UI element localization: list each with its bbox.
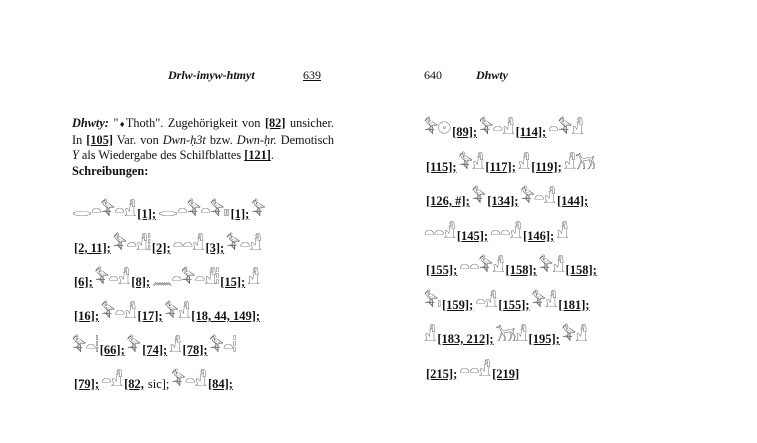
- running-title: Drlw-imyw-htmyt: [168, 68, 255, 82]
- citation: [181];: [558, 297, 590, 312]
- citation: [183, 212];: [437, 332, 494, 346]
- dictionary-entry: [72, 116, 334, 179]
- diamond-icon: ♦: [118, 119, 126, 129]
- entry-text-part: Demotisch: [280, 132, 334, 147]
- writing-line: [72, 302, 262, 332]
- citation: [6];: [74, 275, 93, 289]
- hieroglyph-group: 𓀭𓃡: [563, 153, 595, 174]
- writing-line: [424, 291, 592, 321]
- citation: [155];: [426, 263, 458, 277]
- variant: Dwn-ḥr.: [236, 132, 277, 147]
- hieroglyph-group: 𓅝: [471, 188, 486, 208]
- hieroglyph-group: 𓅝𓏏𓀭𓏪: [112, 235, 150, 255]
- writing-line: [424, 360, 521, 390]
- hieroglyph-group: 𓏏𓀭: [475, 291, 497, 312]
- writing-line: [72, 268, 259, 298]
- hieroglyph-group: 𓀭: [247, 269, 259, 289]
- right-page: [378, 0, 757, 443]
- variant: Dwn-ḥ3t: [162, 132, 206, 147]
- citation: [79];: [74, 377, 99, 391]
- hieroglyph-group: 𓀭: [517, 153, 530, 174]
- citation: [219]: [492, 366, 520, 381]
- hieroglyph-group: 𓏏𓏏𓀭: [490, 222, 521, 243]
- hieroglyph-group: 𓅝𓀭: [531, 291, 557, 312]
- gloss-open: ": [113, 116, 119, 130]
- entry-text-part: .: [270, 148, 274, 163]
- citation: [158];: [505, 263, 537, 277]
- hieroglyph-group: 𓅝𓇳: [424, 119, 451, 139]
- citation: [89];: [452, 125, 478, 139]
- citation: [1];: [230, 207, 250, 221]
- citation-note: sic];: [147, 377, 170, 391]
- hieroglyph-group: 𓅝𓏏𓀭: [479, 119, 514, 139]
- hieroglyph-group: 𓏏𓏏𓀭: [424, 222, 455, 243]
- hieroglyph-group: 𓅝𓏏𓏪: [209, 337, 236, 357]
- hieroglyph-group: 𓏏𓅝𓀭: [548, 119, 583, 139]
- citation: [144];: [556, 194, 589, 208]
- citation: [114];: [515, 125, 547, 139]
- hieroglyph-group: 𓅝𓏏𓀭: [226, 235, 261, 255]
- citation: [134];: [487, 194, 519, 208]
- hieroglyph-group: 𓅝: [251, 201, 265, 221]
- citation: [66];: [99, 343, 125, 357]
- hieroglyph-group: 𓀭: [169, 337, 181, 357]
- hieroglyph-group: 𓅝𓏏𓀭: [520, 188, 555, 208]
- citation: [78];: [182, 343, 208, 357]
- hieroglyph-group: 𓅝𓀭: [561, 326, 587, 346]
- hieroglyph-group: 𓂋𓏏𓅝𓏏𓅝𓏤𓏤: [158, 201, 229, 221]
- citation: [1];: [137, 207, 157, 221]
- page-number: 639: [303, 68, 321, 82]
- citation: [115];: [426, 159, 457, 174]
- writing-line: [424, 325, 587, 355]
- hieroglyph-group: 𓀭: [556, 222, 568, 243]
- demotic-letter: Y: [72, 148, 79, 163]
- writing-line: [72, 336, 235, 366]
- writing-line: [424, 153, 595, 183]
- citation: [215];: [426, 366, 458, 381]
- citation: [82,: [124, 377, 144, 391]
- writing-line: [72, 200, 265, 230]
- hieroglyph-group: 𓅝𓏏𓀭: [94, 269, 130, 289]
- running-title: Dhwty: [476, 68, 509, 82]
- hieroglyph-group: 𓅝𓀭: [458, 153, 484, 174]
- hieroglyph-group: 𓅝: [126, 337, 141, 357]
- hieroglyph-group: 𓅝𓀭: [164, 303, 190, 323]
- citation: [84];: [207, 377, 233, 391]
- citation: [155];: [498, 297, 530, 312]
- hieroglyph-group: 𓅝𓏏𓏪: [72, 337, 98, 357]
- left-page: [0, 0, 378, 443]
- reference: [82]: [264, 116, 286, 130]
- gloss: Thoth". Zugehörigkeit von: [125, 116, 261, 130]
- hieroglyph-group: 𓏏𓏏𓀭: [459, 360, 491, 381]
- citation: [158];: [565, 263, 597, 277]
- citation: [126, #];: [426, 194, 470, 208]
- hieroglyph-group: 𓏏𓏏𓀭: [172, 235, 204, 255]
- writing-line: [424, 256, 599, 286]
- citation: [159];: [442, 297, 474, 312]
- entry-text-part: unsicher. In: [72, 116, 334, 147]
- reference: [121]: [244, 148, 271, 163]
- citation: [195];: [528, 332, 560, 346]
- writing-line: [424, 118, 583, 148]
- citation: [18, 44, 149];: [191, 309, 261, 323]
- citation: [15];: [220, 275, 246, 289]
- citation: [74];: [142, 343, 168, 357]
- citation: [8];: [131, 275, 151, 289]
- entry-text-part: bzw.: [209, 132, 233, 147]
- hieroglyph-group: 𓏏𓏏𓅝𓀭: [459, 257, 504, 277]
- citation: [2, 11];: [74, 241, 111, 255]
- citation: [145];: [456, 228, 489, 243]
- hieroglyph-group: 𓅝𓏏𓀭: [171, 371, 206, 391]
- reference: [105]: [86, 132, 113, 147]
- hieroglyph-group: 𓅝𓀭: [538, 257, 564, 277]
- hieroglyph-group: 𓅝𓏏𓀭: [101, 303, 136, 323]
- citation: [16];: [74, 309, 99, 323]
- hieroglyph-group: 𓀭: [424, 326, 436, 346]
- writing-line: [424, 187, 590, 217]
- citation: [119];: [531, 159, 562, 174]
- hieroglyph-group: 𓂋𓏏𓅝𓏏𓀭: [72, 201, 136, 221]
- headword: Dhwty:: [72, 116, 109, 130]
- citation: [17];: [137, 309, 163, 323]
- hieroglyph-group: 𓈖𓏏𓅝𓏏𓀭𓏪: [152, 269, 219, 289]
- hieroglyph-group: 𓅝𓏤: [424, 291, 441, 312]
- writing-line: [72, 370, 235, 400]
- entry-text-part: Var. von: [116, 132, 159, 147]
- entry-text: [72, 116, 334, 164]
- citation: [3];: [205, 241, 225, 255]
- hieroglyph-group: 𓃡𓀭: [495, 326, 527, 346]
- writing-line: [72, 234, 261, 264]
- citation: [2];: [151, 241, 171, 255]
- citation: [117];: [485, 159, 516, 174]
- writing-line: [424, 222, 568, 252]
- citation: [146];: [522, 228, 555, 243]
- page-number: 640: [424, 68, 442, 82]
- entry-text-part: als Wiedergabe des Schilfblattes: [81, 148, 242, 163]
- section-heading: Schreibungen:: [72, 163, 149, 178]
- hieroglyph-group: 𓏏𓀭: [101, 371, 123, 391]
